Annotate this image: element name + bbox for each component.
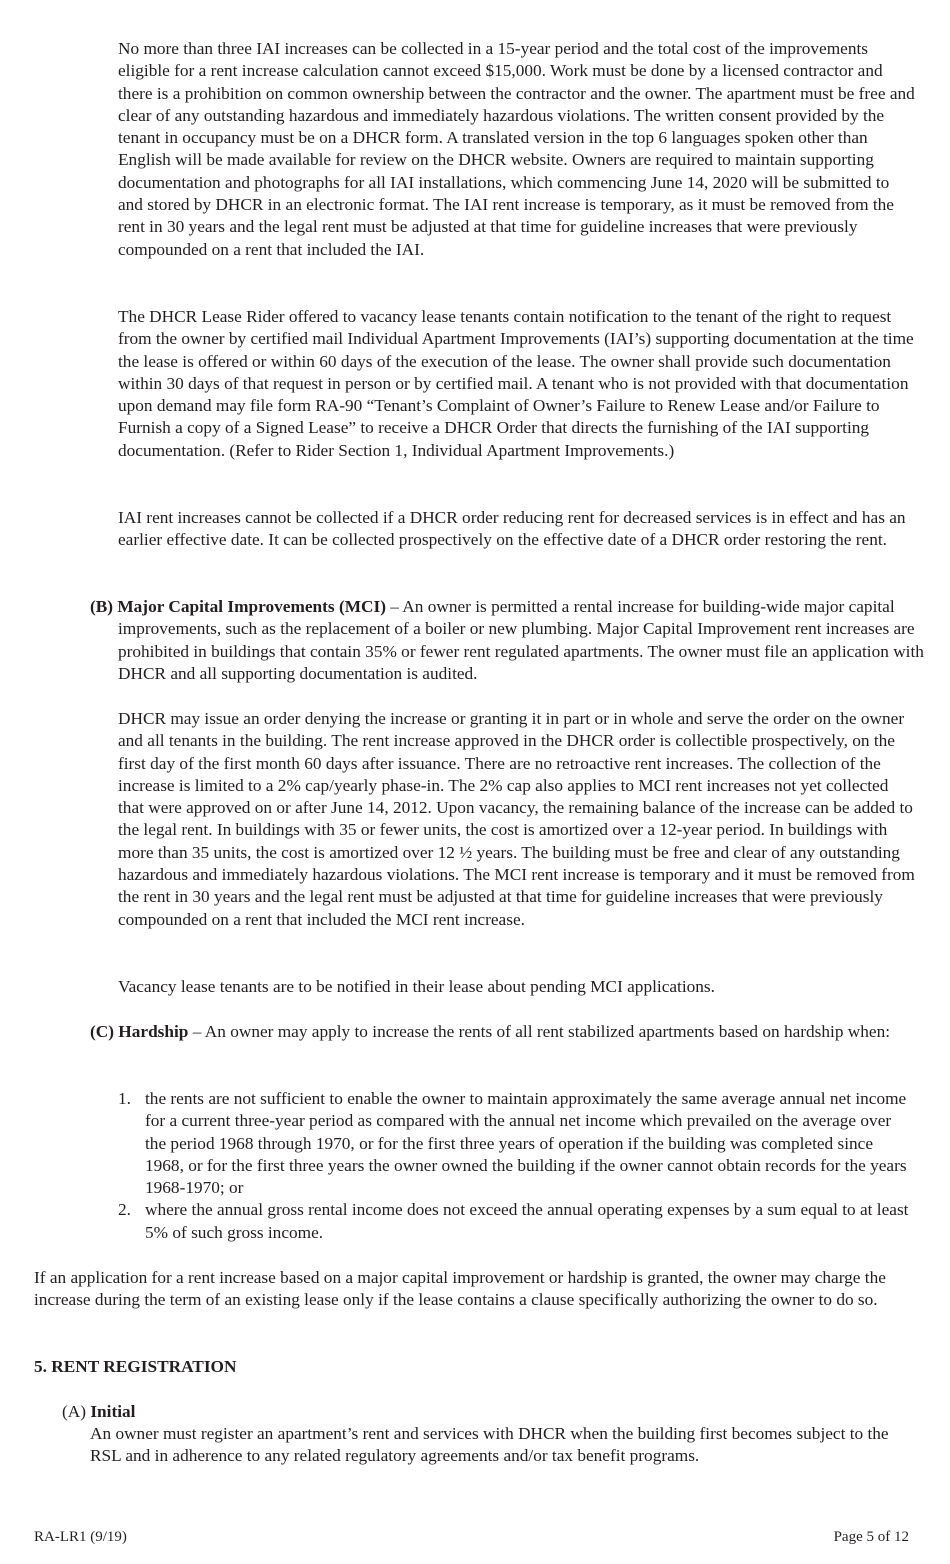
closing-paragraph: If an application for a rent increase based on a major capital improvement or hardship is granted, the owner may charge the increase during the term of an existing lease only if the lease contains a clause specifically authorizing the owner to do so. [34,1268,886,1310]
iai-paragraph-2: The DHCR Lease Rider offered to vacancy lease tenants contain notification to the tenant of the right to request from the owner by certified mail Individual Apartment Improvements (IAI’s) supporting documentation at the time the lease is offered or within 60 days of the execution of the lease. The owner shall provide such documentation within 30 days of that request in person or by certified mail. A tenant who is not provided with that documentation upon demand may file form RA-90 “Tenant’s Complaint of Owner’s Failure to Renew Lease and/or Failure to Furnish a copy of a Signed Lease” to receive a DHCR Order that directs the furnishing of the IAI supporting documentation. (Refer to Rider Section 1, Individual Apartment Improvements.) [118,307,914,460]
list-item [118,1088,916,1199]
section-5a-text: An owner must register an apartment’s rent and services with DHCR when the building first becomes subject to the RSL and in adherence to any related regulatory agreements and/or tax benefit programs. [90,1424,889,1466]
mci-heading: (B) Major Capital Improvements (MCI) [90,597,386,616]
list-item [118,1199,916,1244]
mci-paragraph-2: DHCR may issue an order denying the increase or granting it in part or in whole and serve the order on the owner and all tenants in the building. The rent increase approved in the DHCR order is collectible prospectively, on the first day of the first month 60 days after issuance. There are no retroactive rent increases. The collection of the increase is limited to a 2% cap/yearly phase-in. The 2% cap also applies to MCI rent increases not yet collected that were approved on or after June 14, 2012. Upon vacancy, the remaining balance of the increase can be added to the legal rent. In buildings with 35 or fewer units, the cost is amortized over a 12-year period. In buildings with more than 35 units, the cost is amortized over 12 ½ years. The building must be free and clear of any outstanding hazardous and immediately hazardous violations. The MCI rent increase is temporary and it must be removed from the rent in 30 years and the legal rent must be adjusted at that time for guideline increases that were previously compounded on a rent that included the MCI rent increase. [118,709,915,929]
mci-intro-text: – An owner is permitted a rental increase for building-wide major capital improvements, such as the replacement of a boiler or new plumbing. Major Capital Improvement rent increases are prohibited in buildings that contain 35% or fewer rent regulated apartments. The owner must file an application with DHCR and all supporting documentation is audited. [118,597,924,683]
list-item-text: where the annual gross rental income does not exceed the annual operating expenses by a sum equal to at least 5% of such gross income. [145,1200,909,1242]
iai-paragraph-3: IAI rent increases cannot be collected if a DHCR order reducing rent for decreased services is in effect and has an earlier effective date. It can be collected prospectively on the effective date of a DHCR order restoring the rent. [118,508,906,550]
hardship-intro-text: – An owner may apply to increase the rents of all rent stabilized apartments based on hardship when: [188,1022,891,1041]
hardship-section-intro [90,1021,946,1043]
list-item-number: 2. [118,1200,131,1220]
hardship-conditions-list [118,1088,916,1244]
form-identifier: RA-LR1 (9/19) [34,1529,127,1545]
list-item-number: 1. [118,1089,131,1108]
hardship-heading: (C) Hardship [90,1022,189,1041]
section-5-heading: 5. RENT REGISTRATION [34,1357,237,1376]
mci-section-intro [90,596,946,685]
list-item-text: the rents are not sufficient to enable the owner to maintain approximately the same average annual net income for a current three-year period as compared with the annual net income which prevailed on the average over the period 1968 through 1970, or for the first three years of operation if the building was completed since 1968, or for the first three years the owner owned the building if the owner cannot obtain records for the years 1968-1970; or [145,1089,907,1198]
mci-paragraph-3: Vacancy lease tenants are to be notified in their lease about pending MCI applications. [118,977,715,996]
section-5a-heading: (A) Initial [62,1402,136,1421]
page-number: Page 5 of 12 [833,1529,909,1545]
iai-paragraph-1: No more than three IAI increases can be collected in a 15-year period and the total cost of the improvements eligible for a rent increase calculation cannot exceed $15,000. Work must be done by a licensed contractor and there is a prohibition on common ownership between the contractor and the owner. The apartment must be free and clear of any outstanding hazardous and immediately hazardous violations. The written consent provided by the tenant in occupancy must be on a DHCR form. A translated version in the top 6 languages spoken other than English will be made available for review on the DHCR website. Owners are required to maintain supporting documentation and photographs for all IAI installations, which commencing June 14, 2020 will be submitted to and stored by DHCR in an electronic format. The IAI rent increase is temporary, as it must be removed from the rent in 30 years and the legal rent must be adjusted at that time for guideline increases that were previously compounded on a rent that included the IAI. [118,39,915,259]
